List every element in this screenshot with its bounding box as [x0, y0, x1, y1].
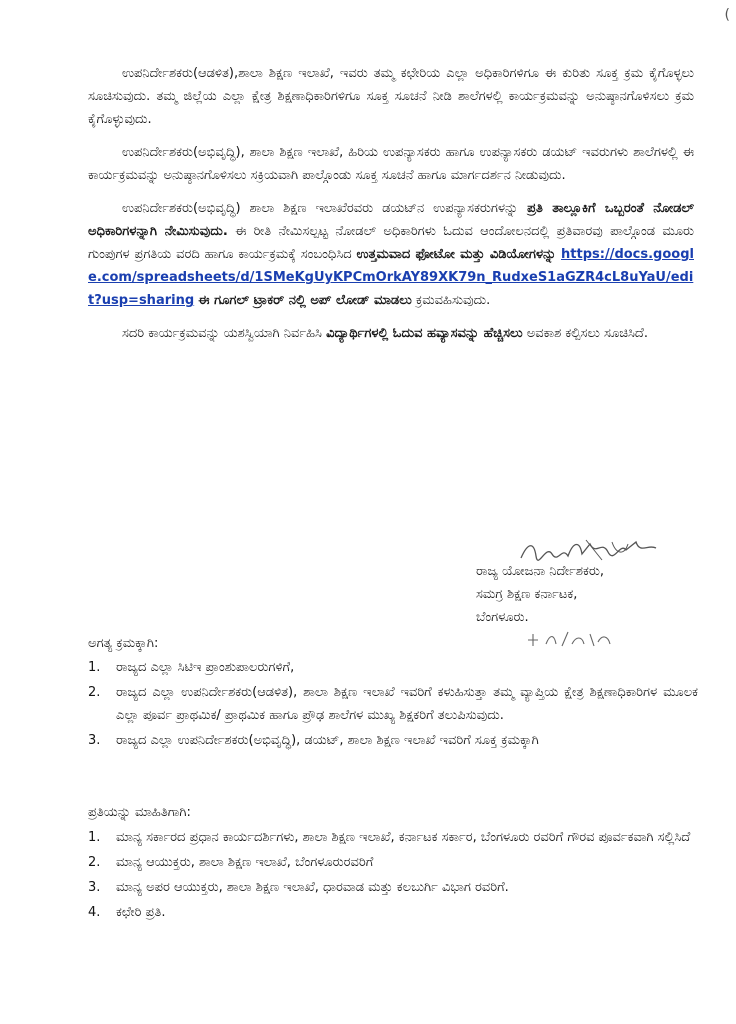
info-list [88, 826, 698, 926]
handwritten-date-mark [524, 626, 614, 652]
letter-body [88, 62, 694, 355]
paragraph-conclusion [88, 322, 694, 345]
signatory-line-3: ಬೆಂಗಳೂರು. [476, 610, 529, 625]
paragraph-development [88, 141, 694, 187]
list-item-text: ರಾಜ್ಯದ ಎಲ್ಲಾ ಉಪನಿರ್ದೇಶಕರು(ಆಡಳಿತ), ಶಾಲಾ ಶಿಕ್ಷಣ ಇಲಾಖೆ ಇವರಿಗೆ ಕಳುಹಿಸುತ್ತಾ ತಮ್ಮ ವ್ಯಾಪ್ತಿಯ ಕ್ಷೇತ್ರ ಶಿಕ್ಷಣಾಧಿಕಾರಿಗಳ ಮೂಲಕ ಎಲ್ಲಾ ಪೂರ್ವ ಪ್ರಾಥಮಿಕ/ ಪ್ರಾಥಮಿಕ ಹಾಗೂ ಪ್ರೌಢ ಶಾಲೆಗಳ ಮುಖ್ಯ ಶಿಕ್ಷಕರಿಗೆ ತಲುಪಿಸುವುದು. [116, 685, 698, 723]
list-item [88, 656, 698, 679]
paragraph-admin [88, 62, 694, 131]
list-item-number: 2. [88, 855, 101, 870]
paragraph-text: ಸದರಿ ಕಾರ್ಯಕ್ರಮವನ್ನು ಯಶಸ್ವಿಯಾಗಿ ನಿರ್ವಹಿಸಿ [122, 326, 327, 341]
signatory-line-2: ಸಮಗ್ರ ಶಿಕ್ಷಣ ಕರ್ನಾಟಕ, [476, 587, 578, 602]
paragraph-text: ಉಪನಿರ್ದೇಶಕರು(ಆಡಳಿತ),ಶಾಲಾ ಶಿಕ್ಷಣ ಇಲಾಖೆ, ಇವರು ತಮ್ಮ ಕಛೇರಿಯ ಎಲ್ಲಾ ಅಧಿಕಾರಿಗಳಿಗೂ ಈ ಕುರಿತು ಸೂಕ್ತ ಕ್ರಮ ಕೈಗೊಳ್ಳಲು ಸೂಚಿಸುವುದು. ತಮ್ಮ ಜಿಲ್ಲೆಯ ಎಲ್ಲಾ ಕ್ಷೇತ್ರ ಶಿಕ್ಷಣಾಧಿಕಾರಿಗಳಿಗೂ ಸೂಕ್ತ ಸೂಚನೆ ನೀಡಿ ಶಾಲೆಗಳಲ್ಲಿ ಕಾರ್ಯಕ್ರಮವನ್ನು ಅನುಷ್ಠಾನಗೊಳಿಸಲು ಕ್ರಮ ಕೈಗೊಳ್ಳುವುದು. [88, 66, 694, 127]
list-item [88, 826, 698, 849]
paragraph-text: ಉಪನಿರ್ದೇಶಕರು(ಅಭಿವೃದ್ಧಿ) ಶಾಲಾ ಶಿಕ್ಷಣ ಇಲಾಖೆರವರು ಡಯಟ್‌ನ ಉಪನ್ಯಾಸಕರುಗಳನ್ನು [122, 201, 528, 216]
bold-text: ವಿದ್ಯಾರ್ಥಿಗಳಲ್ಲಿ ಓದುವ ಹವ್ಯಾಸವನ್ನು ಹೆಚ್ಚಿಸಲು [326, 326, 523, 341]
list-item-number: 3. [88, 733, 101, 748]
action-list [88, 656, 698, 754]
bold-text: ಈ ಗೂಗಲ್ ಟ್ರಾಕರ್ ನಲ್ಲಿ ಅಪ್ ಲೋಡ್ ಮಾಡಲು [198, 293, 412, 308]
bold-text: ಪ್ರತಿ ತಾಲ್ಲೂಕಿಗೆ ಒಬ್ಬರಂತೆ ನೋಡಲ್ ಅಧಿಕಾರಿಗಳನ್ನಾಗಿ ನೇಮಿಸುವುದು. [88, 201, 694, 239]
bold-text: ಉತ್ತಮವಾದ ಫೋಟೋ ಮತ್ತು ವಿಡಿಯೋಗಳನ್ನು [356, 247, 557, 262]
paragraph-text: ಕ್ರಮವಹಿಸುವುದು. [411, 293, 491, 308]
google-sheet-link[interactable]: https://docs.google.com/spreadsheets/d/1SMeKgUyKPCmOrkAY89XK79n_RudxeS1aGZR4cL8uYaU/edit?usp=sharing [88, 247, 694, 308]
signatory-designation [476, 560, 604, 629]
paragraph-text: ಅವಕಾಶ ಕಲ್ಪಿಸಲು ಸೂಚಿಸಿದೆ. [522, 326, 648, 341]
list-item-number: 2. [88, 685, 101, 700]
list-item [88, 681, 698, 727]
paragraph-text: ಈ ರೀತಿ ನೇಮಿಸಲ್ಪಟ್ಟ ನೋಡಲ್ ಅಧಿಕಾರಿಗಳು ಓದುವ ಆಂದೋಲನದಲ್ಲಿ ಪ್ರತಿವಾರವು ಪಾಲ್ಗೊಂಡ ಮೂರು ಗುಂಪುಗಳ ಪ್ರಗತಿಯ ವರದಿ ಹಾಗೂ ಕಾರ್ಯಕ್ರಮಕ್ಕೆ ಸಂಬಂಧಿಸಿದ [88, 224, 695, 262]
list-item [88, 876, 698, 899]
list-item [88, 851, 698, 874]
list-item-text: ರಾಜ್ಯದ ಎಲ್ಲಾ ಸಿಟಿಇ ಪ್ರಾಂಶುಪಾಲರುಗಳಿಗೆ, [116, 660, 295, 675]
corner-mark: ( [724, 7, 730, 23]
list-item-text: ರಾಜ್ಯದ ಎಲ್ಲಾ ಉಪನಿರ್ದೇಶಕರು(ಅಭಿವೃದ್ಧಿ), ಡಯಟ್, ಶಾಲಾ ಶಿಕ್ಷಣ ಇಲಾಖೆ ಇವರಿಗೆ ಸೂಕ್ತ ಕ್ರಮಕ್ಕಾಗಿ [116, 733, 539, 748]
signatory-line-1: ರಾಜ್ಯ ಯೋಜನಾ ನಿರ್ದೇಶಕರು, [476, 564, 605, 579]
list-item-text: ಮಾನ್ಯ ಸರ್ಕಾರದ ಪ್ರಧಾನ ಕಾರ್ಯದರ್ಶಿಗಳು, ಶಾಲಾ ಶಿಕ್ಷಣ ಇಲಾಖೆ, ಕರ್ನಾಟಕ ಸರ್ಕಾರ, ಬೆಂಗಳೂರು ರವರಿಗೆ ಗೌರವ ಪೂರ್ವಕವಾಗಿ ಸಲ್ಲಿಸಿದೆ [116, 830, 691, 845]
list-item-number: 3. [88, 880, 101, 895]
list-item-text: ಕಛೇರಿ ಪ್ರತಿ. [116, 905, 166, 920]
list-item [88, 901, 698, 924]
list-item-number: 1. [88, 660, 101, 675]
action-section-heading: ಅಗತ್ಯ ಕ್ರಮಕ್ಕಾಗಿ: [88, 636, 159, 651]
info-section-heading: ಪ್ರತಿಯನ್ನು ಮಾಹಿತಿಗಾಗಿ: [88, 805, 191, 820]
paragraph-text: ಉಪನಿರ್ದೇಶಕರು(ಅಭಿವೃದ್ಧಿ), ಶಾಲಾ ಶಿಕ್ಷಣ ಇಲಾಖೆ, ಹಿರಿಯ ಉಪನ್ಯಾಸಕರು ಹಾಗೂ ಉಪನ್ಯಾಸಕರು ಡಯಟ್ ಇವರುಗಳು ಶಾಲೆಗಳಲ್ಲಿ ಈ ಕಾರ್ಯಕ್ರಮವನ್ನು ಅನುಷ್ಠಾನಗೊಳಿಸಲು ಸಕ್ರಿಯವಾಗಿ ಪಾಲ್ಗೊಂಡು ಸೂಕ್ತ ಸೂಚನೆ ಹಾಗೂ ಮಾರ್ಗದರ್ಶನ ನೀಡುವುದು. [88, 145, 694, 183]
list-item-text: ಮಾನ್ಯ ಅಪರ ಆಯುಕ್ತರು, ಶಾಲಾ ಶಿಕ್ಷಣ ಇಲಾಖೆ, ಧಾರವಾಡ ಮತ್ತು ಕಲಬುರ್ಗಿ ವಿಭಾಗ ರವರಿಗೆ. [116, 880, 509, 895]
list-item-number: 4. [88, 905, 101, 920]
list-item-text: ಮಾನ್ಯ ಆಯುಕ್ತರು, ಶಾಲಾ ಶಿಕ್ಷಣ ಇಲಾಖೆ, ಬೆಂಗಳೂರುರವರಿಗೆ [116, 855, 374, 870]
list-item-number: 1. [88, 830, 101, 845]
list-item [88, 729, 698, 752]
paragraph-nodal-officers [88, 197, 694, 312]
